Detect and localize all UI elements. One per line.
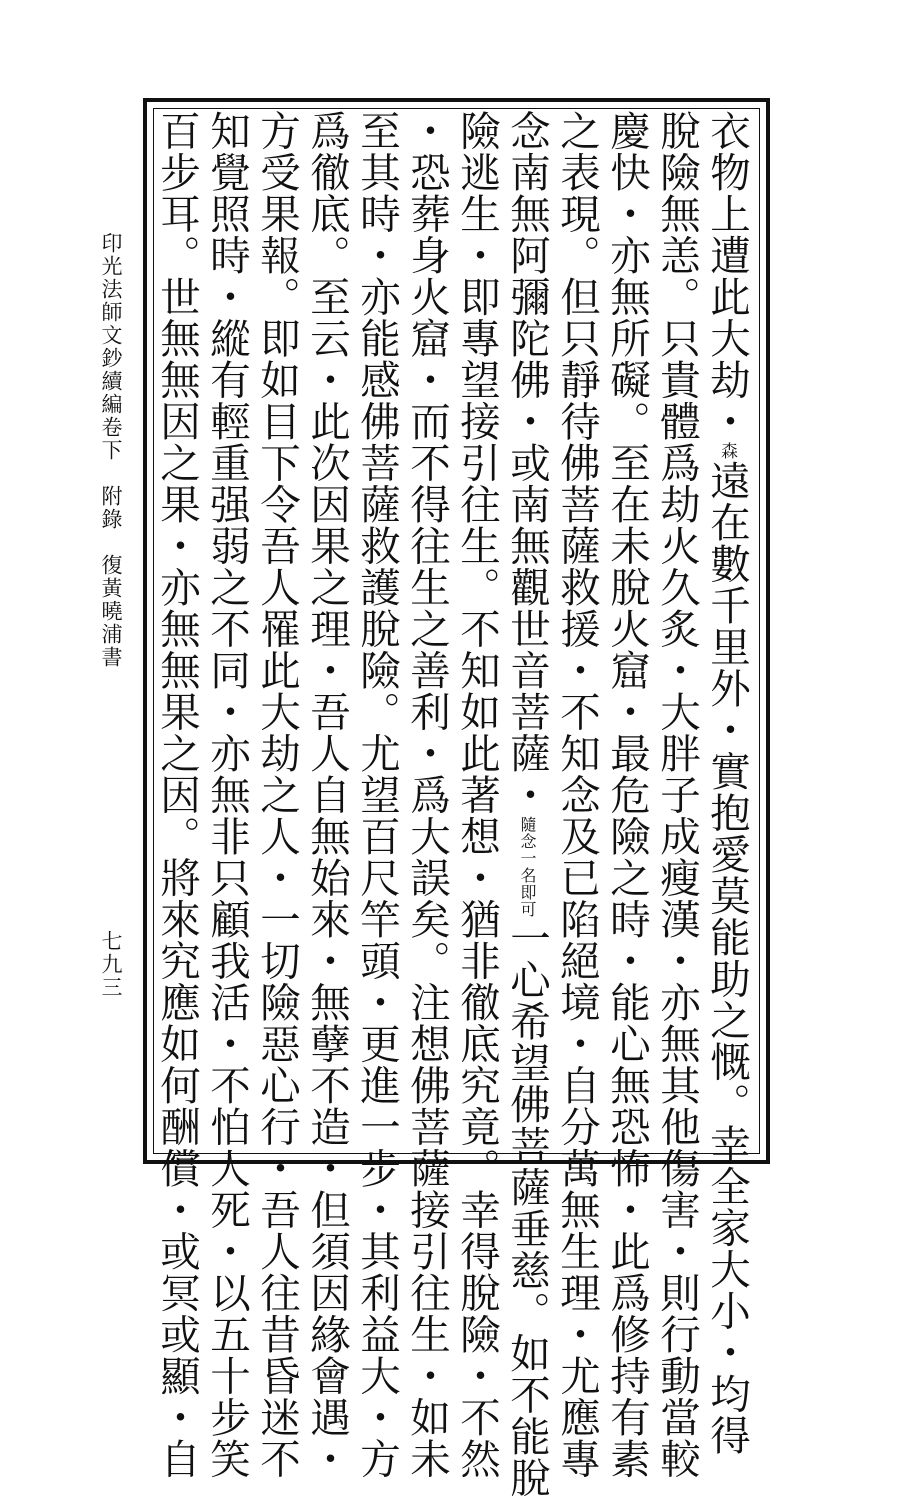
text-columns bbox=[153, 110, 752, 1499]
text-column-7: ・恐葬身火窟・而不得往生之善利・爲大誤矣。注想佛菩薩接引往生・如未 bbox=[403, 110, 451, 1480]
text-column-9: 爲徹底。至云・此次因果之理・吾人自無始來・無孽不造・但須因緣會遇・ bbox=[303, 110, 351, 1480]
annotation-mark: 森 bbox=[717, 442, 737, 460]
text-column-6: 險逃生・即專望接引往生。不知如此著想・猶非徹底究竟。幸得脫險・不然 bbox=[453, 110, 501, 1480]
text-column-2: 脫險無恙。只貴體爲劫火久炙・大胖子成瘦漢・亦無其他傷害・則行動當較 bbox=[653, 110, 701, 1480]
text-column-5: 念南無阿彌陀佛・或南無觀世音菩薩・ 隨念一 名即可 一心希望佛菩薩垂慈。如不能脫 bbox=[503, 110, 551, 1499]
text-column-12: 百步耳。世無無因之果・亦無無果之因。將來究應如何酬償・或冥或顯・自 bbox=[153, 110, 201, 1480]
text-column-1: 衣物上遭此大劫・$^森$遠在數千里外・實抱愛莫能助之慨。幸全家大小・均得 bbox=[703, 110, 751, 1456]
text-column-4: 之表現。但只靜待佛菩薩救援・不知念及已陷絕境・自分萬無生理・尤應專 bbox=[553, 110, 601, 1480]
text-column-3: 慶快・亦無所礙。至在未脫火窟・最危險之時・能心無恐怖・此爲修持有素 bbox=[603, 110, 651, 1480]
text-column-10: 方受果報。即如目下令吾人罹此大劫之人・一切險惡心行・吾人往昔昏迷不 bbox=[253, 110, 301, 1480]
text-frame bbox=[143, 98, 770, 1499]
page-number: 七九三 bbox=[99, 930, 123, 999]
text-column-8: 至其時・亦能感佛菩薩救護脫險。尤望百尺竿頭・更進一步・其利益大・方 bbox=[353, 110, 401, 1480]
interlinear-note: 隨念一 名即可 bbox=[518, 815, 537, 918]
text-column-11: 知覺照時・縱有輕重强弱之不同・亦無非只顧我活・不怕人死・以五十步笑 bbox=[203, 110, 251, 1480]
running-header: 印光法師文鈔續編卷下 附錄 復黃曉浦書 bbox=[99, 232, 123, 669]
